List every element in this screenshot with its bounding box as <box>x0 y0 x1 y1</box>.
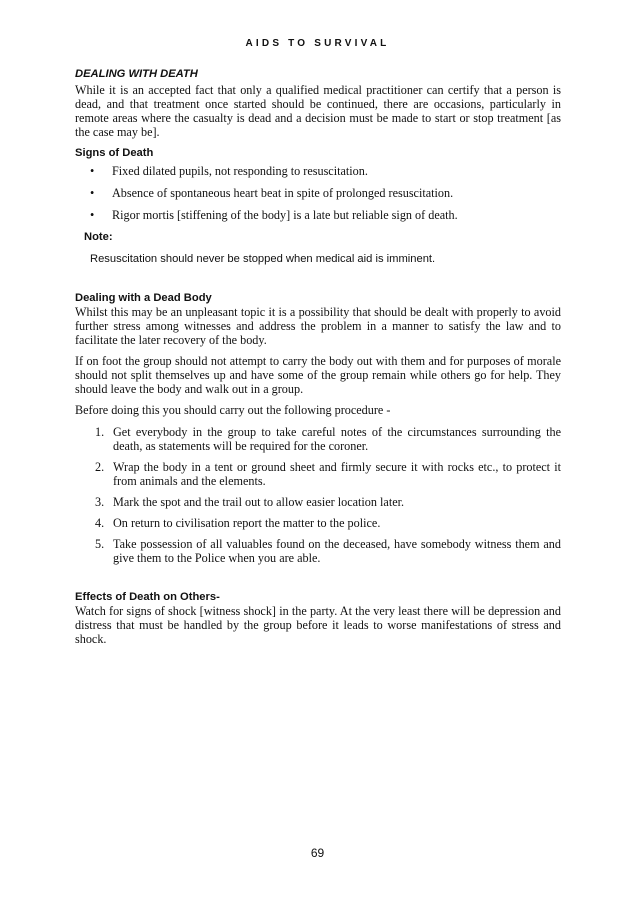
dead-body-paragraph: If on foot the group should not attempt to carry the body out with them and for purposes of morale should not split themselves up and have some of the group remain while others go for help. They should leave the body and walk out in a group. <box>75 354 561 396</box>
section-title: DEALING WITH DEATH <box>75 68 198 80</box>
dead-body-paragraph: Before doing this you should carry out the following procedure - <box>75 403 391 417</box>
list-item <box>75 495 561 509</box>
list-number: 1. <box>95 425 105 439</box>
list-item <box>75 537 561 565</box>
list-item-text: Rigor mortis [stiffening of the body] is a late but reliable sign of death. <box>112 208 458 222</box>
note-text: Resuscitation should never be stopped when medical aid is imminent. <box>90 253 436 265</box>
list-number: 3. <box>95 495 105 509</box>
signs-of-death-list <box>75 164 561 222</box>
list-item-text: Take possession of all valuables found on the deceased, have somebody witness them and give them to the Police when you are able. <box>113 537 561 565</box>
signs-of-death-heading: Signs of Death <box>75 147 154 159</box>
list-item-text: On return to civilisation report the matter to the police. <box>113 516 381 530</box>
list-item-text: Mark the spot and the trail out to allow easier location later. <box>113 495 405 509</box>
page-content <box>75 67 561 646</box>
list-item <box>75 425 561 453</box>
running-header: AIDS TO SURVIVAL <box>245 38 390 49</box>
list-item-text: Fixed dilated pupils, not responding to resuscitation. <box>112 164 368 178</box>
list-number: 4. <box>95 516 105 530</box>
dead-body-heading: Dealing with a Dead Body <box>75 292 212 304</box>
note-heading: Note: <box>84 231 113 243</box>
bullet-icon: • <box>90 208 95 222</box>
effects-heading: Effects of Death on Others- <box>75 591 220 603</box>
list-number: 2. <box>95 460 105 474</box>
list-item <box>75 516 561 530</box>
dead-body-paragraph: Whilst this may be an unpleasant topic it is a possibility that should be dealt with properly to avoid further stress among witnesses and address the problem in a manner to satisfy the law and to facilitate the later recovery of the body. <box>75 305 561 347</box>
bullet-icon: • <box>90 186 95 200</box>
list-number: 5. <box>95 537 105 551</box>
effects-paragraph: Watch for signs of shock [witness shock] in the party. At the very least there will be depression and distress that must be handled by the group before it leads to worse manifestations of stress and shock. <box>75 604 561 646</box>
procedure-list <box>75 425 561 565</box>
intro-paragraph: While it is an accepted fact that only a qualified medical practitioner can certify that a person is dead, and that treatment once started should be continued, there are occasions, particularly in remote areas where the casualty is dead and a decision must be made to start or stop treatment [as the case may be]. <box>75 83 561 139</box>
list-item-text: Absence of spontaneous heart beat in spite of prolonged resuscitation. <box>112 186 454 200</box>
list-item-text: Get everybody in the group to take careful notes of the circumstances surrounding the death, as statements will be required for the coroner. <box>113 425 561 453</box>
bullet-icon: • <box>90 164 95 178</box>
list-item <box>75 460 561 488</box>
list-item <box>75 208 561 222</box>
list-item <box>75 164 561 178</box>
page-number: 69 <box>310 846 325 860</box>
list-item-text: Wrap the body in a tent or ground sheet and firmly secure it with rocks etc., to protect it from animals and the elements. <box>113 460 561 488</box>
list-item <box>75 186 561 200</box>
